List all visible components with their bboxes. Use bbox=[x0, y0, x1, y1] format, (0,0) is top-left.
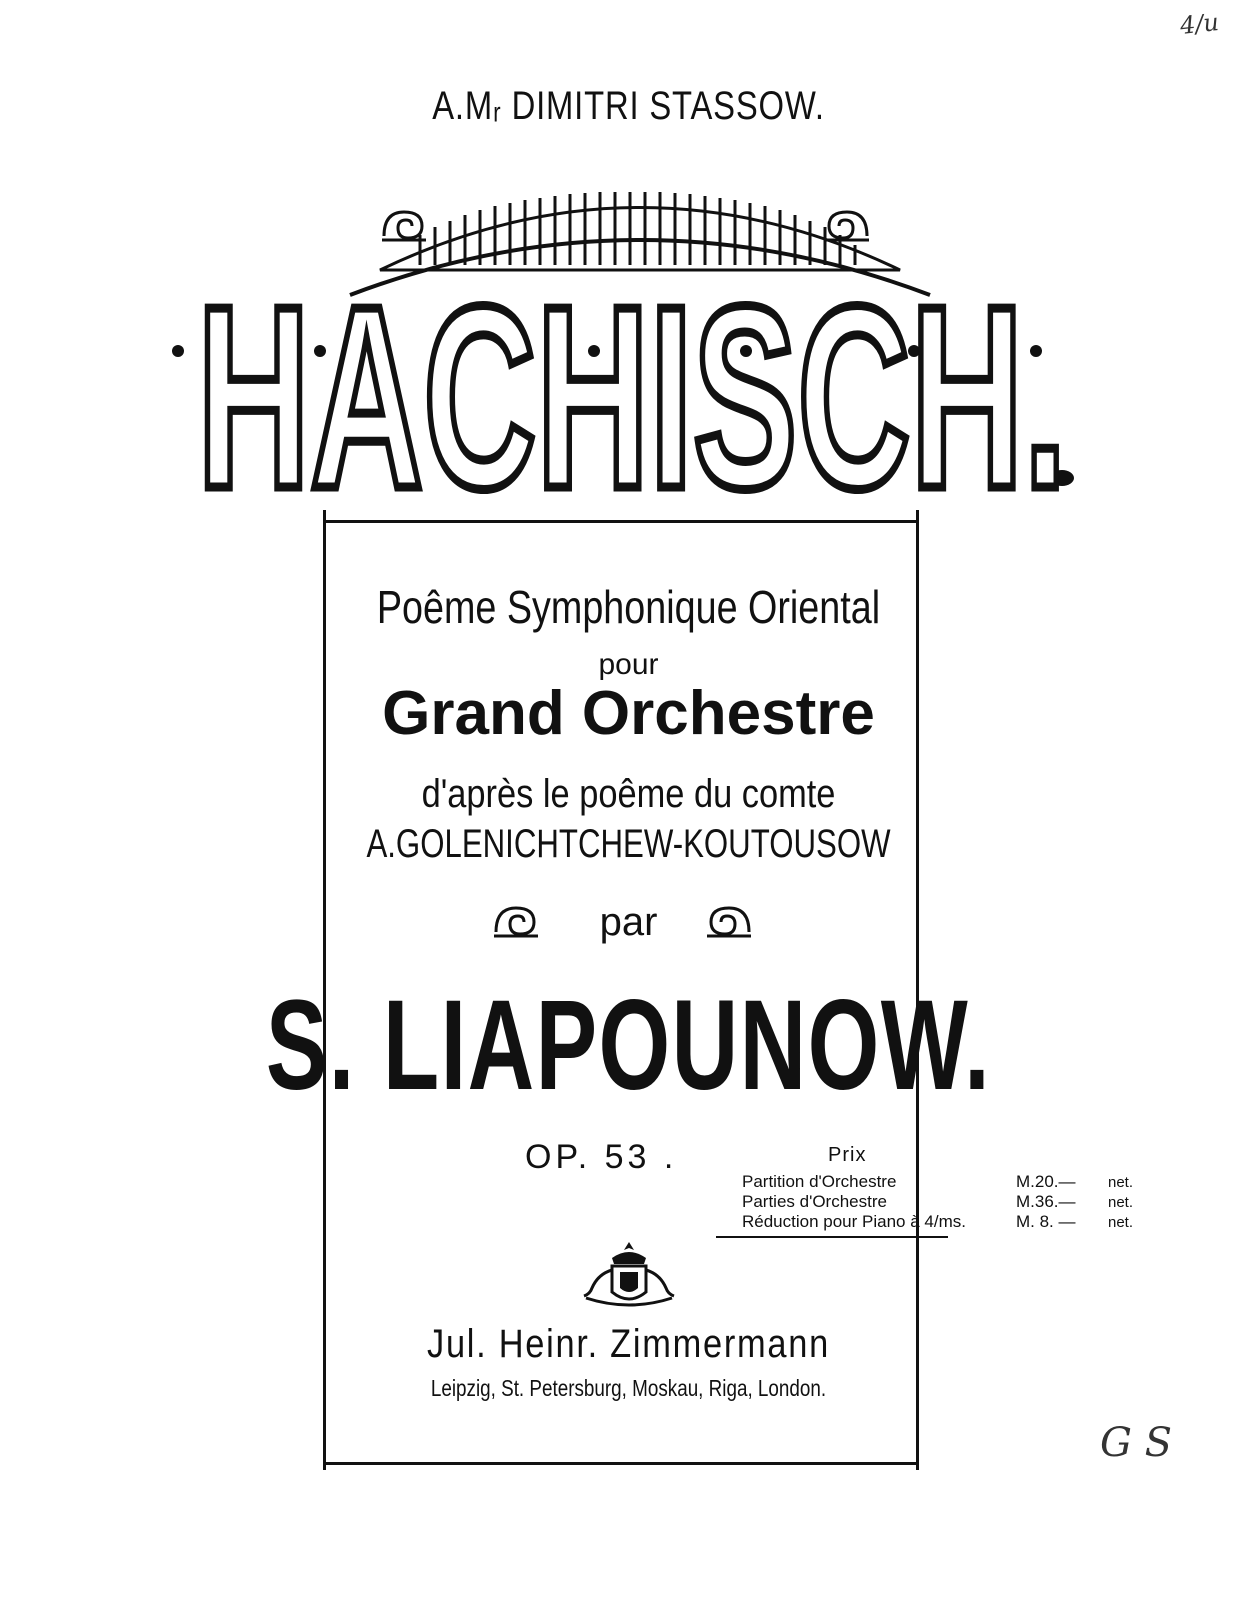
price-item: Réduction pour Piano à 4/ms. bbox=[742, 1212, 966, 1231]
crest-icon bbox=[582, 1240, 676, 1310]
publisher-cities: Leipzig, St. Petersburg, Moskau, Riga, London. bbox=[430, 1375, 827, 1401]
title-block bbox=[170, 175, 1090, 505]
title: HACHISCH. bbox=[197, 253, 1067, 505]
opus-number: OP. 53 . bbox=[525, 1138, 678, 1176]
price-underline bbox=[716, 1236, 948, 1238]
dedication: A.Mᵣ DIMITRI STASSOW. bbox=[432, 84, 825, 128]
price-net: net. bbox=[1108, 1214, 1134, 1231]
frame-top-rule bbox=[323, 520, 919, 523]
price-net: net. bbox=[1108, 1174, 1134, 1191]
price-item: Parties d'Orchestre bbox=[742, 1192, 887, 1211]
scroll-ornament-icon bbox=[380, 206, 428, 244]
composer-name: S. LIAPOUNOW. bbox=[265, 974, 992, 1117]
ensemble: Grand Orchestre bbox=[382, 679, 875, 748]
price-label: Prix bbox=[828, 1144, 867, 1166]
price-value: M. 8. — bbox=[1016, 1212, 1076, 1231]
handwritten-library-mark: 4/и bbox=[1178, 8, 1221, 40]
pour-text: pour bbox=[598, 648, 659, 681]
price-item: Partition d'Orchestre bbox=[742, 1172, 897, 1191]
handwritten-catalog-mark: G S bbox=[1100, 1420, 1173, 1466]
poet-name: A.GOLENICHTCHEW-KOUTOUSOW bbox=[366, 822, 891, 866]
price-value: M.36.— bbox=[1016, 1192, 1076, 1211]
after-line: d'après le poême du comte bbox=[421, 772, 836, 816]
scroll-ornament-icon bbox=[705, 902, 753, 940]
price-row bbox=[742, 1212, 1133, 1232]
par-text: par bbox=[599, 900, 658, 944]
price-value: M.20.— bbox=[1016, 1172, 1076, 1191]
price-net: net. bbox=[1108, 1194, 1134, 1211]
subtitle: Poême Symphonique Oriental bbox=[376, 581, 881, 633]
scroll-ornament-icon bbox=[823, 206, 871, 244]
frame-bottom-rule bbox=[323, 1462, 919, 1465]
price-row bbox=[742, 1192, 1133, 1212]
publisher-name: Jul. Heinr. Zimmermann bbox=[427, 1322, 830, 1366]
price-row bbox=[742, 1172, 1133, 1192]
